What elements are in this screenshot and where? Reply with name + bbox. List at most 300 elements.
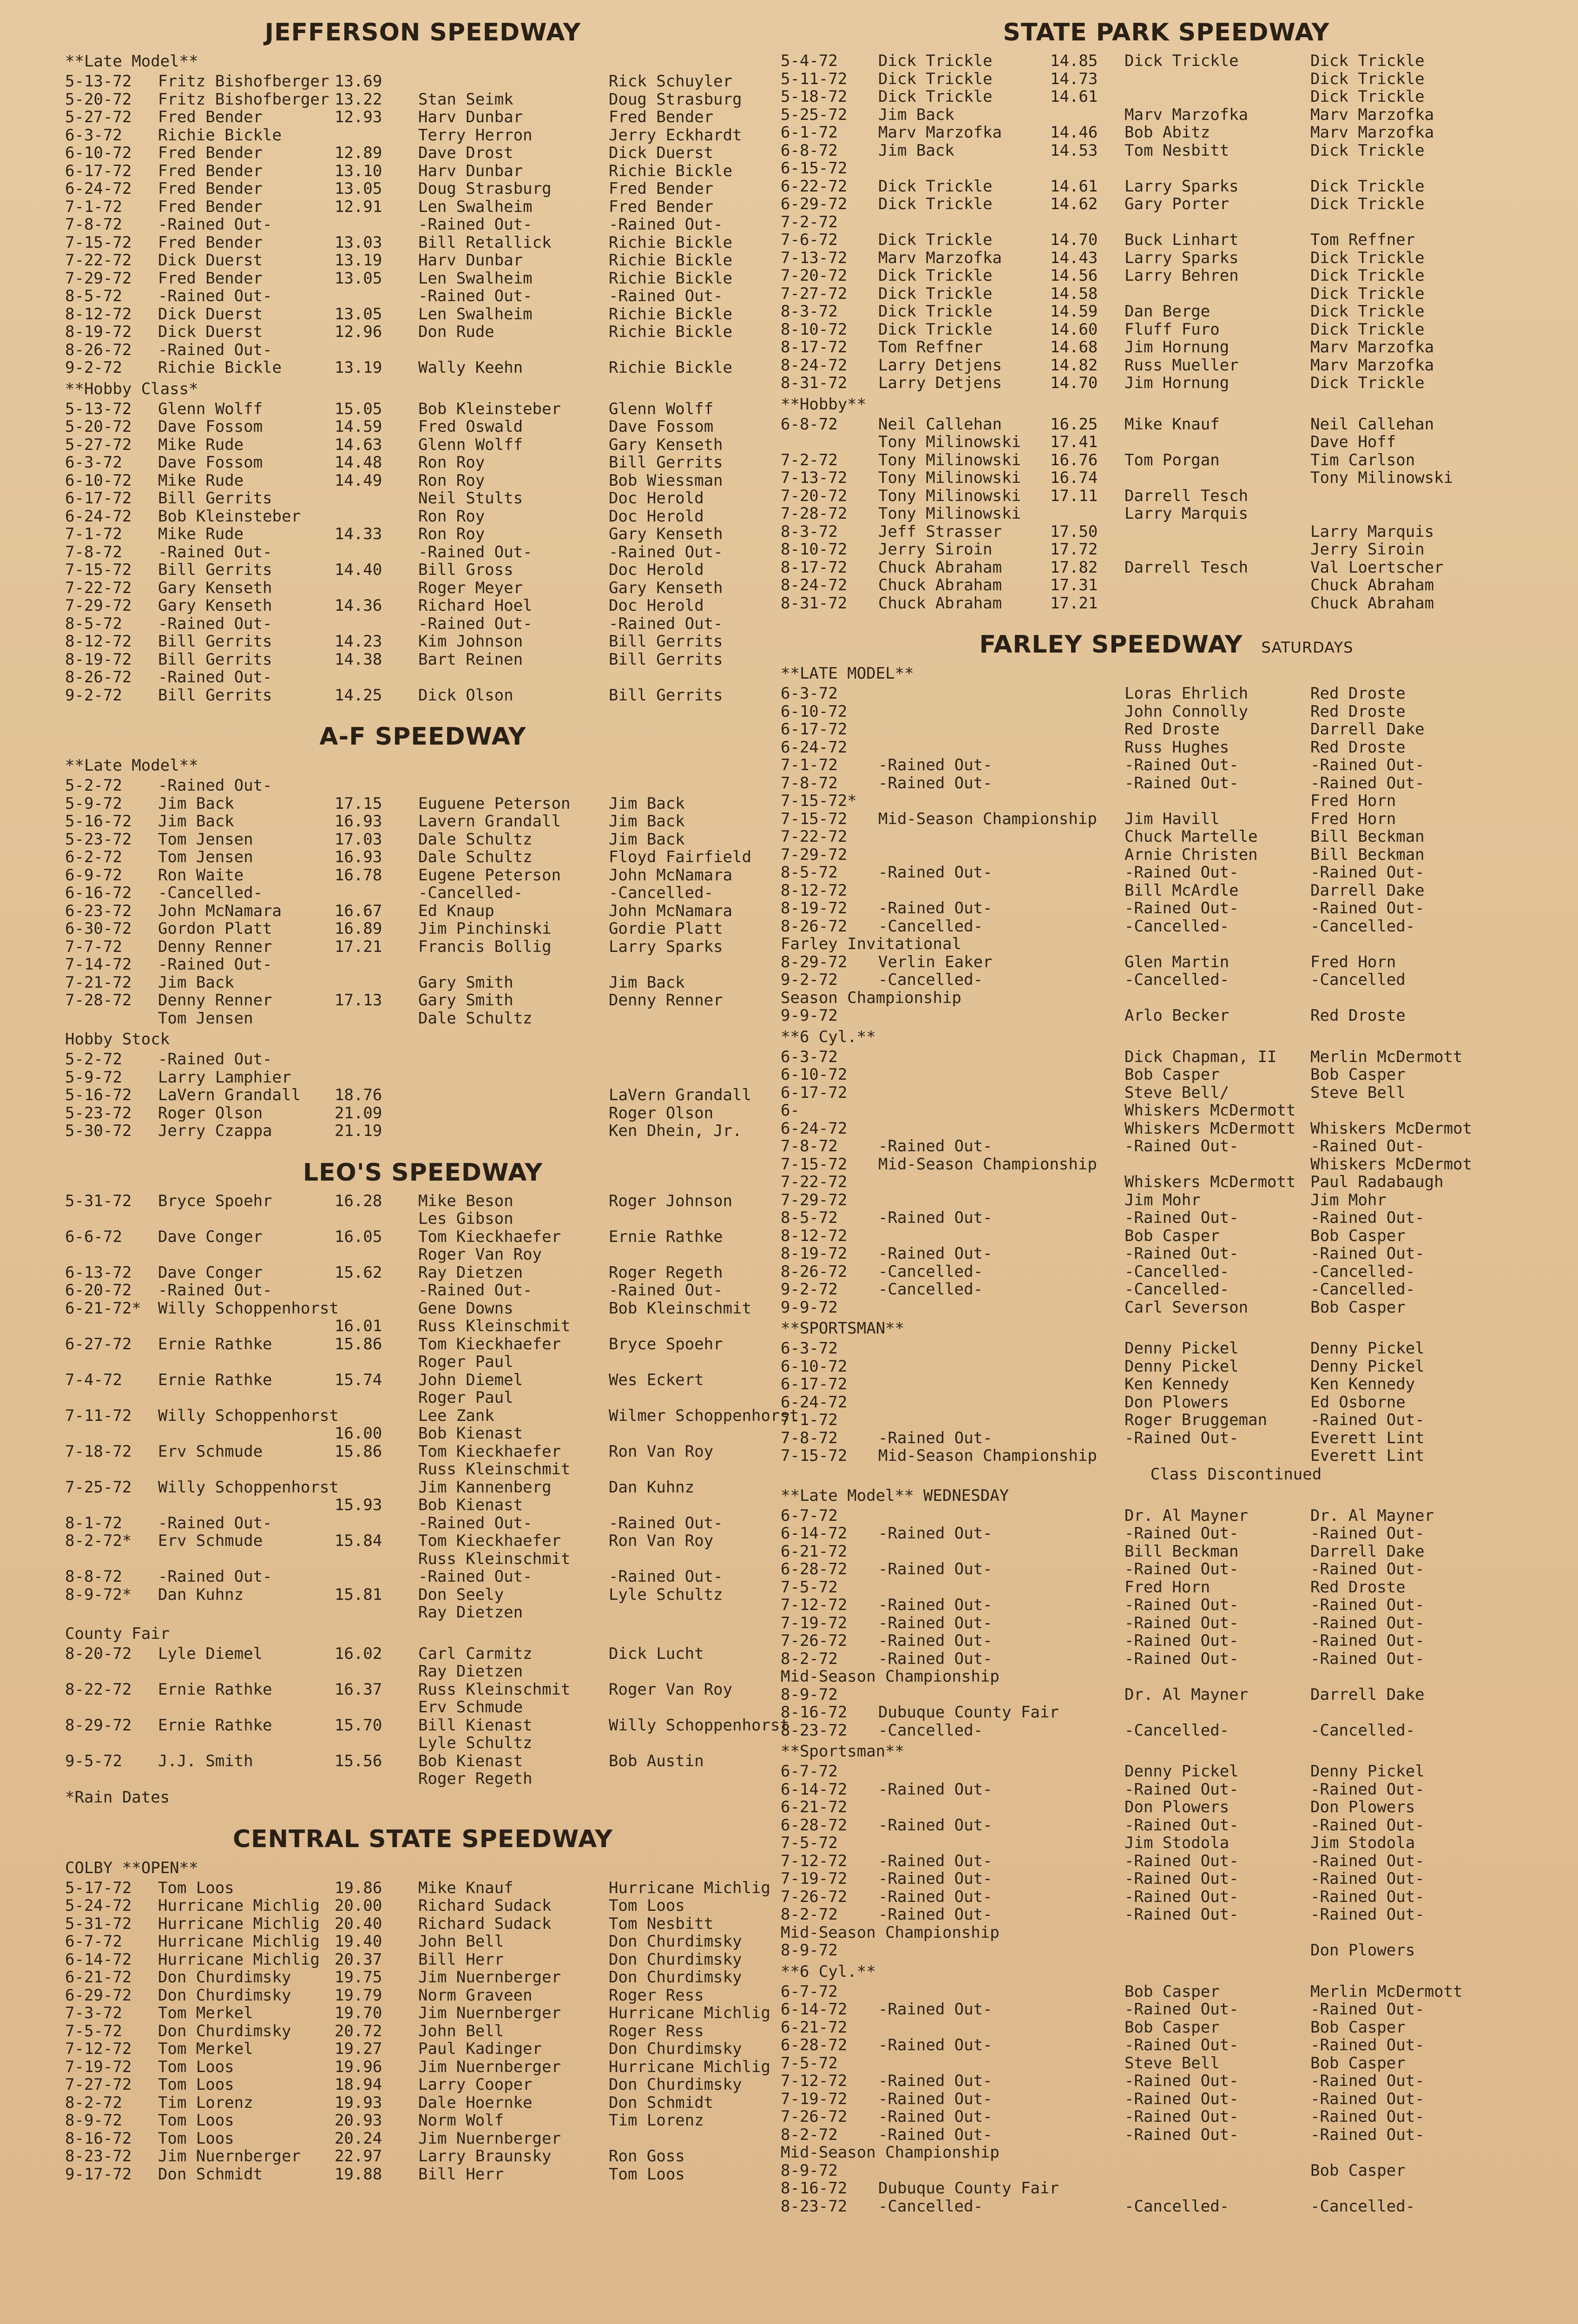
winner-cell [878,1578,1050,1597]
fast-time-cell: Eugene Peterson [418,865,561,885]
feature-winner-cell: Denny Pickel [1310,1339,1425,1358]
fast-time-cell: Gary Smith [418,991,513,1010]
time-cell: 17.41 [1050,433,1098,451]
feature-winner-cell [609,1010,781,1028]
table-row [65,287,781,305]
table-row [65,525,781,543]
winner-cell: LaVern Grandall [158,1086,301,1104]
fast-time-cell: Carl Severson [1124,1298,1249,1317]
table-row [781,213,1552,231]
table-row [65,1353,781,1371]
table-row [65,1389,781,1407]
time-cell: 14.58 [1050,284,1098,303]
winner-cell: Dick Trickle [878,87,993,106]
date-cell: 6-9-72 [65,865,122,885]
feature-winner-cell: -Rained Out- [1310,1596,1425,1614]
fast-time-cell: Dr. Al Mayner [1124,1685,1249,1704]
time-cell [1050,1393,1124,1412]
date-cell: 8-19-72 [65,650,132,669]
time-cell [1050,1245,1124,1263]
winner-cell: -Rained Out- [878,899,993,918]
fast-time-cell [1124,989,1310,1007]
time-cell [1050,1007,1124,1025]
fast-time-cell: Tom Kieckhaefer [418,1334,561,1353]
winner-cell: Bill Gerrits [158,650,272,669]
winner-cell [878,846,1050,864]
feature-winner-cell [1310,1102,1506,1120]
winner-cell [158,1317,335,1335]
date-cell: 7-26-72 [781,2107,848,2126]
table-row [65,216,781,234]
date-cell: 7-13-72 [781,248,848,267]
feature-winner-cell: Dave Hoff [1310,433,1396,451]
date-cell: 6-28-72 [781,1816,848,1835]
table-row [65,1317,781,1335]
winner-cell: Bill Gerrits [158,632,272,651]
date-cell: 5-13-72 [65,399,132,418]
feature-winner-cell: Richie Bickle [609,358,733,377]
time-cell [1050,2036,1124,2054]
winner-cell [878,935,1050,953]
time-cell [1050,1227,1124,1245]
feature-winner-cell: Denny Pickel [1310,1357,1425,1376]
time-cell: 13.03 [335,233,382,252]
time-cell [1050,1686,1124,1704]
time-cell [1050,828,1124,846]
feature-winner-cell [609,1210,781,1228]
date-cell: 7-8-72 [781,1428,838,1447]
date-cell: 6-30-72 [65,919,132,938]
class-label: **Late Model** WEDNESDAY [781,1486,1009,1505]
date-cell: 8-5-72 [781,863,838,882]
time-cell [335,1069,418,1087]
feature-winner-cell: Darrell Dake [1310,881,1425,900]
date-cell: 5-30-72 [65,1122,132,1140]
table-row [781,1084,1552,1102]
feature-winner-cell [609,1389,781,1407]
time-cell: 19.88 [335,2165,382,2184]
time-cell: 14.38 [335,650,382,669]
winner-cell: -Cancelled- [878,971,983,989]
table-row [65,162,781,180]
fast-time-cell: Tom Porgan [1124,450,1220,469]
winner-cell [878,989,1050,1007]
table-row [65,1604,781,1622]
feature-winner-cell: -Cancelled- [1310,917,1415,936]
table-row [781,1763,1552,1781]
winner-cell: Larry Detjens [878,356,1002,375]
winner-cell [878,1084,1050,1102]
winner-cell: Mike Rude [158,435,244,454]
time-cell [1050,971,1124,989]
date-cell [65,1010,158,1028]
date-cell: 6-14-72 [781,2000,848,2019]
date-cell: 9-17-72 [65,2165,132,2184]
fast-time-cell: -Rained Out- [1124,2072,1239,2090]
table-row [65,956,781,974]
table-row [65,938,781,956]
winner-cell [158,1770,335,1788]
winner-cell [878,1941,1050,1960]
winner-cell: Dick Trickle [878,284,993,303]
date-cell: 8-24-72 [781,576,848,594]
date-cell: 7-22-72 [781,827,848,846]
time-cell: 19.86 [335,1878,382,1897]
footnote: *Rain Dates [65,1788,170,1807]
winner-cell: Tony Milinowski [878,469,1021,487]
date-cell [65,1353,158,1371]
winner-cell: Jerry Czappa [158,1122,272,1140]
winner-cell [878,2162,1050,2180]
winner-cell [878,739,1050,757]
table-row [65,234,781,252]
winner-cell: -Rained Out- [158,668,272,687]
table-row [781,989,1552,1007]
date-cell: 5-18-72 [781,87,848,106]
time-cell [335,1050,418,1069]
table-row [65,400,781,418]
time-cell: 21.09 [335,1103,382,1122]
date-cell: 7-13-72 [781,469,848,487]
winner-cell: Jim Back [878,105,954,124]
feature-winner-cell: Gary Kenseth [609,435,723,454]
fast-time-cell: -Rained Out- [1124,1887,1239,1906]
date-cell: 6-14-72 [781,1780,848,1799]
feature-winner-cell [609,668,781,687]
time-cell [1050,899,1124,918]
date-cell [65,1210,158,1228]
date-cell: 6-17-72 [65,161,132,180]
date-cell: 8-19-72 [781,899,848,918]
table-row [65,1443,781,1461]
time-cell: 14.36 [335,596,382,615]
winner-cell: Tom Loos [158,2129,234,2148]
date-cell: 6-8-72 [781,141,838,160]
date-cell: 9-2-72 [65,686,122,705]
feature-winner-cell: Richie Bickle [609,269,733,288]
feature-winner-cell [609,1353,781,1371]
table-row [781,1543,1552,1561]
feature-winner-cell: Bill Gerrits [609,650,723,669]
feature-winner-cell: -Rained Out- [1310,2036,1425,2054]
feature-winner-cell: -Rained Out- [609,1513,723,1532]
date-cell: 6-13-72 [65,1263,132,1282]
time-cell: 16.37 [335,1680,382,1699]
date-cell: 6-7-72 [781,1506,838,1525]
winner-cell [878,1007,1050,1025]
time-cell [1050,1102,1124,1120]
time-cell: 14.61 [1050,177,1098,196]
date-cell: 7-26-72 [781,1631,848,1650]
date-cell: 6-14-72 [65,1950,132,1969]
feature-winner-cell: Bill Beckman [1310,827,1425,846]
fast-time-cell: -Rained Out- [1124,2000,1239,2019]
speedway-section [65,723,781,1140]
winner-cell: Tom Jensen [158,1009,253,1028]
feature-winner-cell: Dick Trickle [1310,302,1425,321]
feature-winner-cell [609,1460,781,1479]
table-row [65,2022,781,2040]
fast-time-cell: Tom Nesbitt [1124,141,1230,160]
date-cell: 8-29-72 [781,952,848,971]
time-cell: 19.70 [335,2004,382,2022]
feature-winner-cell: Richie Bickle [609,233,733,252]
date-cell: 5-9-72 [65,794,122,813]
table-row [65,1192,781,1210]
fast-time-cell: Carl Carmitz [418,1644,533,1663]
winner-cell [158,1353,335,1371]
table-row [781,864,1552,882]
feature-winner-cell: -Rained Out- [609,614,723,633]
date-cell: 6-21-72 [781,2018,848,2037]
date-cell: 5-16-72 [65,812,132,831]
winner-cell: -Rained Out- [878,1596,993,1614]
time-cell [1050,1650,1124,1668]
table-row [781,469,1552,487]
winner-cell: Bill Gerrits [158,686,272,705]
table-row [65,668,781,687]
fast-time-cell: -Rained Out- [418,287,533,305]
winner-cell: Dubuque County Fair [878,1703,1059,1722]
time-cell: 16.89 [335,919,382,938]
date-cell: 8-31-72 [781,594,848,613]
winner-cell: -Rained Out- [158,1050,272,1069]
table-row [65,2147,781,2166]
table-row [65,270,781,288]
date-cell: 8-2-72 [781,1649,838,1668]
fast-time-cell [1124,2179,1310,2198]
feature-winner-cell [609,1663,781,1681]
table-row [781,685,1552,703]
table-row [65,2094,781,2112]
class-label: **Hobby** [781,395,867,414]
feature-winner-cell: Ed Osborne [1310,1393,1406,1412]
fast-time-cell [418,341,609,359]
class-note: Class Discontinued [1150,1465,1322,1484]
feature-winner-cell: Dick Trickle [1310,195,1425,213]
fast-time-cell: -Cancelled- [1124,1280,1230,1299]
time-cell [1050,2162,1124,2180]
fast-time-cell: John Connolly [1124,702,1249,721]
feature-winner-cell [609,1425,781,1443]
time-cell: 17.82 [1050,558,1098,577]
table-row [65,1210,781,1228]
fast-time-cell: -Rained Out- [1124,1208,1239,1227]
table-row [781,541,1552,559]
date-cell: 6-10-72 [781,1065,848,1084]
fast-time-cell: Mike Knauf [1124,415,1220,434]
fast-time-cell: Lee Zank [418,1406,494,1425]
feature-winner-cell: Don Schmidt [609,2093,714,2112]
table-row [781,1941,1552,1960]
time-cell: 12.89 [335,144,382,162]
time-cell: 14.46 [1050,123,1098,142]
table-row [781,720,1552,739]
winner-cell: Fred Bender [158,144,263,162]
time-cell [1050,2072,1124,2090]
table-row [781,2179,1552,2198]
fast-time-cell: Denny Pickel [1124,1762,1239,1781]
date-cell: 8-31-72 [781,374,848,392]
date-cell: 5-2-72 [65,1050,122,1069]
fast-time-cell: Len Swalheim [418,197,533,216]
feature-winner-cell: Tom Loos [609,1896,685,1915]
date-cell: 6-17-72 [781,1083,848,1102]
time-cell: 20.24 [335,2129,382,2148]
feature-winner-cell: Bob Casper [1310,2053,1406,2073]
time-cell [1050,1137,1124,1155]
fast-time-cell: -Rained Out- [1124,1869,1239,1888]
time-cell: 16.02 [335,1644,382,1663]
fast-time-cell: Dale Schultz [418,1009,533,1028]
winner-cell [878,1048,1050,1066]
date-cell: Season Championship [781,988,961,1007]
table-row [65,1897,781,1915]
fast-time-cell: Don Plowers [1124,1798,1230,1816]
fast-time-cell: Fred Horn [1124,1578,1210,1597]
fast-time-cell: Bob Kienast [418,1751,523,1770]
table-row [781,338,1552,357]
time-cell [335,1698,418,1717]
fast-time-cell: Ron Roy [418,507,485,526]
time-cell: 13.69 [335,72,382,91]
winner-cell: Tom Jensen [158,830,253,849]
feature-winner-cell: Doc Herold [609,561,704,579]
fast-time-cell: Les Gibson [418,1209,513,1228]
date-cell: 8-19-72 [65,323,132,341]
winner-cell: Dubuque County Fair [878,2179,1059,2198]
feature-winner-cell: -Rained Out- [1310,1560,1425,1578]
winner-cell: Tony Milinowski [878,433,1021,451]
date-cell: 7-3-72 [65,2004,122,2022]
date-cell: 7-25-72 [65,1478,132,1497]
date-cell: 8-17-72 [781,558,848,577]
date-cell: 7-7-72 [65,937,122,956]
table-row [781,1906,1552,1924]
fast-time-cell [1124,792,1310,810]
fast-time-cell: -Rained Out- [418,215,533,234]
date-cell: 8-9-72* [65,1585,132,1604]
time-cell: 14.43 [1050,248,1098,267]
fast-time-cell: -Rained Out- [1124,2107,1239,2126]
time-cell: 20.40 [335,1914,382,1933]
date-cell: 7-15-72 [781,1155,848,1174]
feature-winner-cell: -Rained Out- [1310,2125,1425,2144]
feature-winner-cell: Doc Herold [609,507,704,526]
table-row [781,576,1552,594]
time-cell [1050,1191,1124,1209]
date-cell: 5-17-72 [65,1878,132,1897]
winner-cell: -Rained Out- [878,1887,993,1906]
table-row [781,1816,1552,1835]
table-row [781,935,1552,953]
time-cell [1050,1816,1124,1835]
table-row [65,1933,781,1951]
table-row [65,1425,781,1443]
time-cell [1050,792,1124,810]
winner-cell: Jim Back [158,973,234,992]
date-cell: 7-6-72 [781,231,838,249]
feature-winner-cell: -Rained Out- [1310,1887,1425,1906]
date-cell: 7-5-72 [781,2053,838,2073]
date-cell: 6-3-72 [781,1339,838,1358]
date-cell: 6-7-72 [65,1932,122,1951]
date-cell: 8-23-72 [781,1721,848,1740]
feature-winner-cell [609,1050,781,1069]
feature-winner-cell: Ken Kennedy [1310,1375,1415,1393]
table-row [781,1447,1552,1465]
winner-cell: Chuck Abraham [878,576,1002,594]
table-row [781,433,1552,451]
winner-cell: Bill Gerrits [158,489,272,508]
time-cell [1050,1870,1124,1888]
feature-winner-cell: Tom Reffner [1310,231,1415,249]
class-label: **Late Model** [65,756,198,775]
fast-time-cell: Tom Kieckhaefer [418,1532,561,1550]
feature-winner-cell [1310,505,1506,523]
feature-winner-cell: Darrell Dake [1310,720,1425,739]
table-row [781,1155,1552,1174]
feature-winner-cell [1310,2144,1506,2162]
time-cell [335,341,418,359]
fast-time-cell: Jim Nuernberger [418,2057,561,2076]
table-row [781,1263,1552,1281]
date-cell: 7-15-72 [65,561,132,579]
date-cell: 7-27-72 [65,2075,132,2094]
feature-winner-cell: Hurricane Michlig [609,2057,770,2076]
fast-time-cell: Russ Mueller [1124,356,1239,375]
table-row [65,1681,781,1699]
table-row [65,579,781,597]
table-row [781,2019,1552,2037]
table-row [65,1371,781,1389]
fast-time-cell: Lyle Schultz [418,1734,533,1752]
fast-time-cell: Ron Roy [418,471,485,490]
time-cell: 14.49 [335,471,382,490]
time-cell [1050,1209,1124,1227]
time-cell [335,1514,418,1532]
feature-winner-cell: -Cancelled- [1310,1262,1415,1281]
time-cell [1050,1722,1124,1740]
table-row [65,1086,781,1104]
winner-cell [158,1663,335,1681]
winner-cell: -Rained Out- [158,215,272,234]
date-cell: 7-12-72 [781,1851,848,1870]
feature-winner-cell: -Cancelled- [1310,2197,1415,2216]
table-row [781,88,1552,106]
table-row [781,1209,1552,1227]
time-cell: 13.19 [335,251,382,270]
fast-time-cell: Francis Bollig [418,937,552,956]
table-row [781,1703,1552,1722]
winner-cell: -Rained Out- [158,614,272,633]
fast-time-cell: Loras Ehrlich [1124,684,1249,703]
date-cell: 8-3-72 [781,302,838,321]
time-cell [1050,1048,1124,1066]
winner-cell: Tom Loos [158,2075,234,2094]
time-cell [1050,1703,1124,1722]
table-row [65,1335,781,1353]
table-row [781,52,1552,70]
feature-winner-cell [1310,159,1506,178]
time-cell: 17.31 [1050,576,1098,594]
time-cell [1050,1411,1124,1429]
fast-time-cell: Jim Kannenberg [418,1478,552,1497]
time-cell: 17.03 [335,830,382,849]
time-cell [1050,774,1124,792]
date-cell: 6-17-72 [781,720,848,739]
winner-cell: Dick Duerst [158,251,263,270]
